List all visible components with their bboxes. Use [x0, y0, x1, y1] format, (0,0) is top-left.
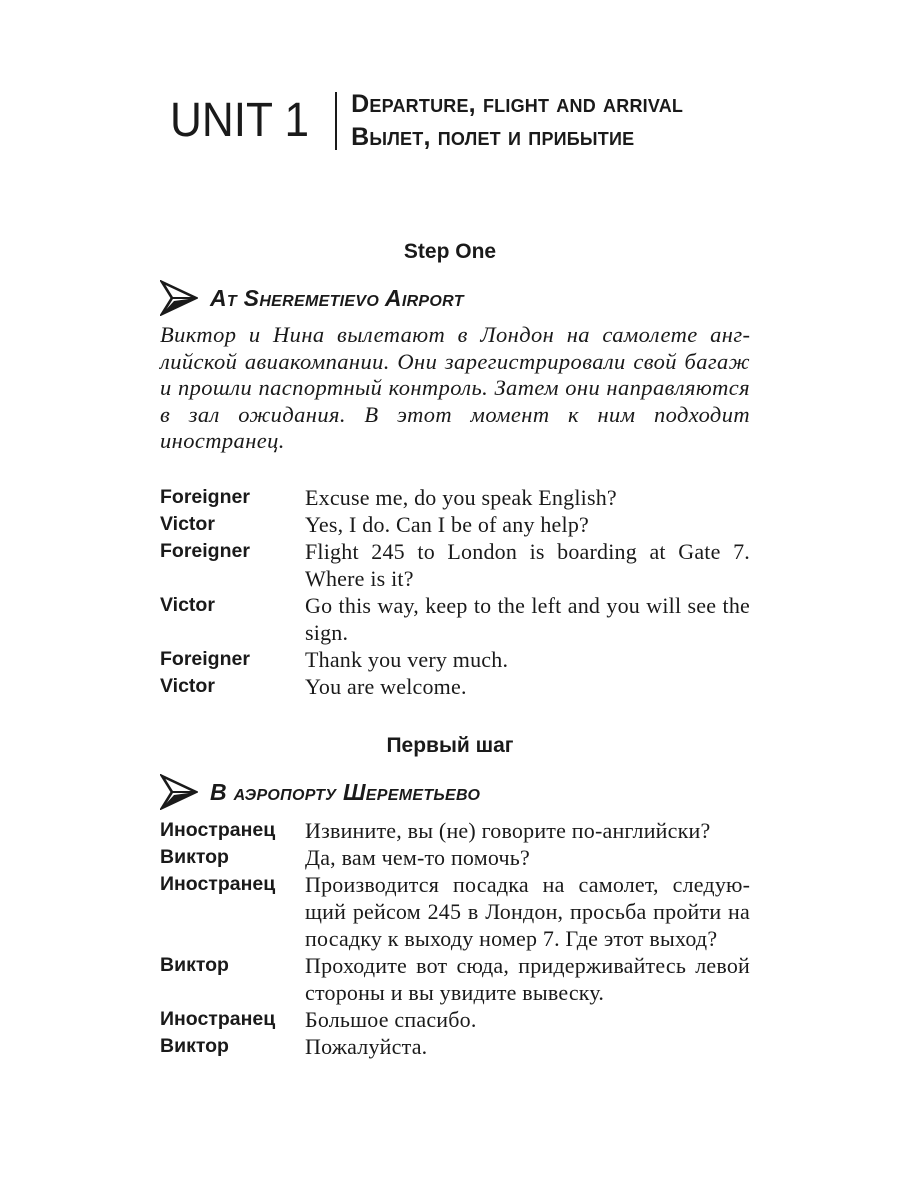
speaker: Виктор: [160, 954, 229, 976]
speaker: Victor: [160, 675, 215, 697]
dialogue-line: [160, 592, 750, 646]
dialogue-russian: [160, 817, 750, 1060]
speech: Большое спасибо.: [305, 1007, 477, 1032]
speech: Проходите вот сюда, придерживайтесь левой стороны и вы увидите вывеску.: [305, 953, 750, 1005]
dialogue-line: [160, 538, 750, 592]
dialogue-line: [160, 484, 750, 511]
unit-titles: [351, 88, 683, 154]
speaker: Иностранец: [160, 1008, 276, 1030]
step-heading-english: Step One: [403, 240, 497, 263]
speech: Да, вам чем-то помочь?: [305, 845, 530, 870]
unit-header: [170, 88, 683, 154]
dialogue-line: [160, 646, 750, 673]
dialogue-line: [160, 844, 750, 871]
speech: Thank you very much.: [305, 647, 509, 672]
speech: You are welcome.: [305, 674, 467, 699]
speech: Flight 245 to London is boarding at Gate 7. Where is it?: [305, 539, 750, 591]
speaker: Виктор: [160, 1035, 229, 1057]
step-heading-russian: Первый шаг: [386, 734, 514, 757]
speaker: Foreigner: [160, 540, 250, 562]
dialogue-line: [160, 1006, 750, 1033]
speech: Go this way, keep to the left and you will see the sign.: [305, 593, 750, 645]
intro-text: Виктор и Нина вылетают в Лондон на самолете английской авиакомпании. Они зарегистрировали свой багаж и прошли паспортный контроль. Затем они направляются в зал ожидания. В этот момент к ним подходит иностранец.: [160, 322, 750, 453]
dialogue-line: [160, 511, 750, 538]
dialogue-line: [160, 1033, 750, 1060]
speaker: Виктор: [160, 846, 229, 868]
paper-plane-icon: [160, 774, 198, 810]
dialogue-english: [160, 484, 750, 700]
unit-title-english: Departure, flight and arrival: [351, 90, 684, 118]
scene-title-russian: В аэропорту Шереметьево: [210, 778, 481, 805]
unit-divider: [335, 92, 337, 150]
speech: Производится посадка на самолет, следующий рейсом 245 в Лондон, просьба пройти на посадку к выходу номер 7. Где этот выход?: [305, 872, 750, 951]
speaker: Victor: [160, 513, 215, 535]
speech: Excuse me, do you speak English?: [305, 485, 617, 510]
dialogue-line: [160, 817, 750, 844]
dialogue-line: [160, 673, 750, 700]
scene-title-english: At Sheremetievo Airport: [210, 284, 464, 311]
speech: Пожалуйста.: [305, 1034, 428, 1059]
speaker: Victor: [160, 594, 215, 616]
paper-plane-icon: [160, 280, 198, 316]
speech: Yes, I do. Can I be of any help?: [305, 512, 589, 537]
unit-title-russian: Вылет, полет и прибытие: [351, 123, 635, 151]
dialogue-line: [160, 952, 750, 1006]
speech: Извините, вы (не) говорите по-английски?: [305, 818, 711, 843]
speaker: Иностранец: [160, 873, 276, 895]
speaker: Иностранец: [160, 819, 276, 841]
unit-label: UNIT 1: [170, 94, 310, 147]
scene-heading-english: [160, 280, 464, 316]
dialogue-line: [160, 871, 750, 952]
scene-heading-russian: [160, 774, 480, 810]
intro-paragraph: [160, 322, 750, 455]
speaker: Foreigner: [160, 648, 250, 670]
speaker: Foreigner: [160, 486, 250, 508]
